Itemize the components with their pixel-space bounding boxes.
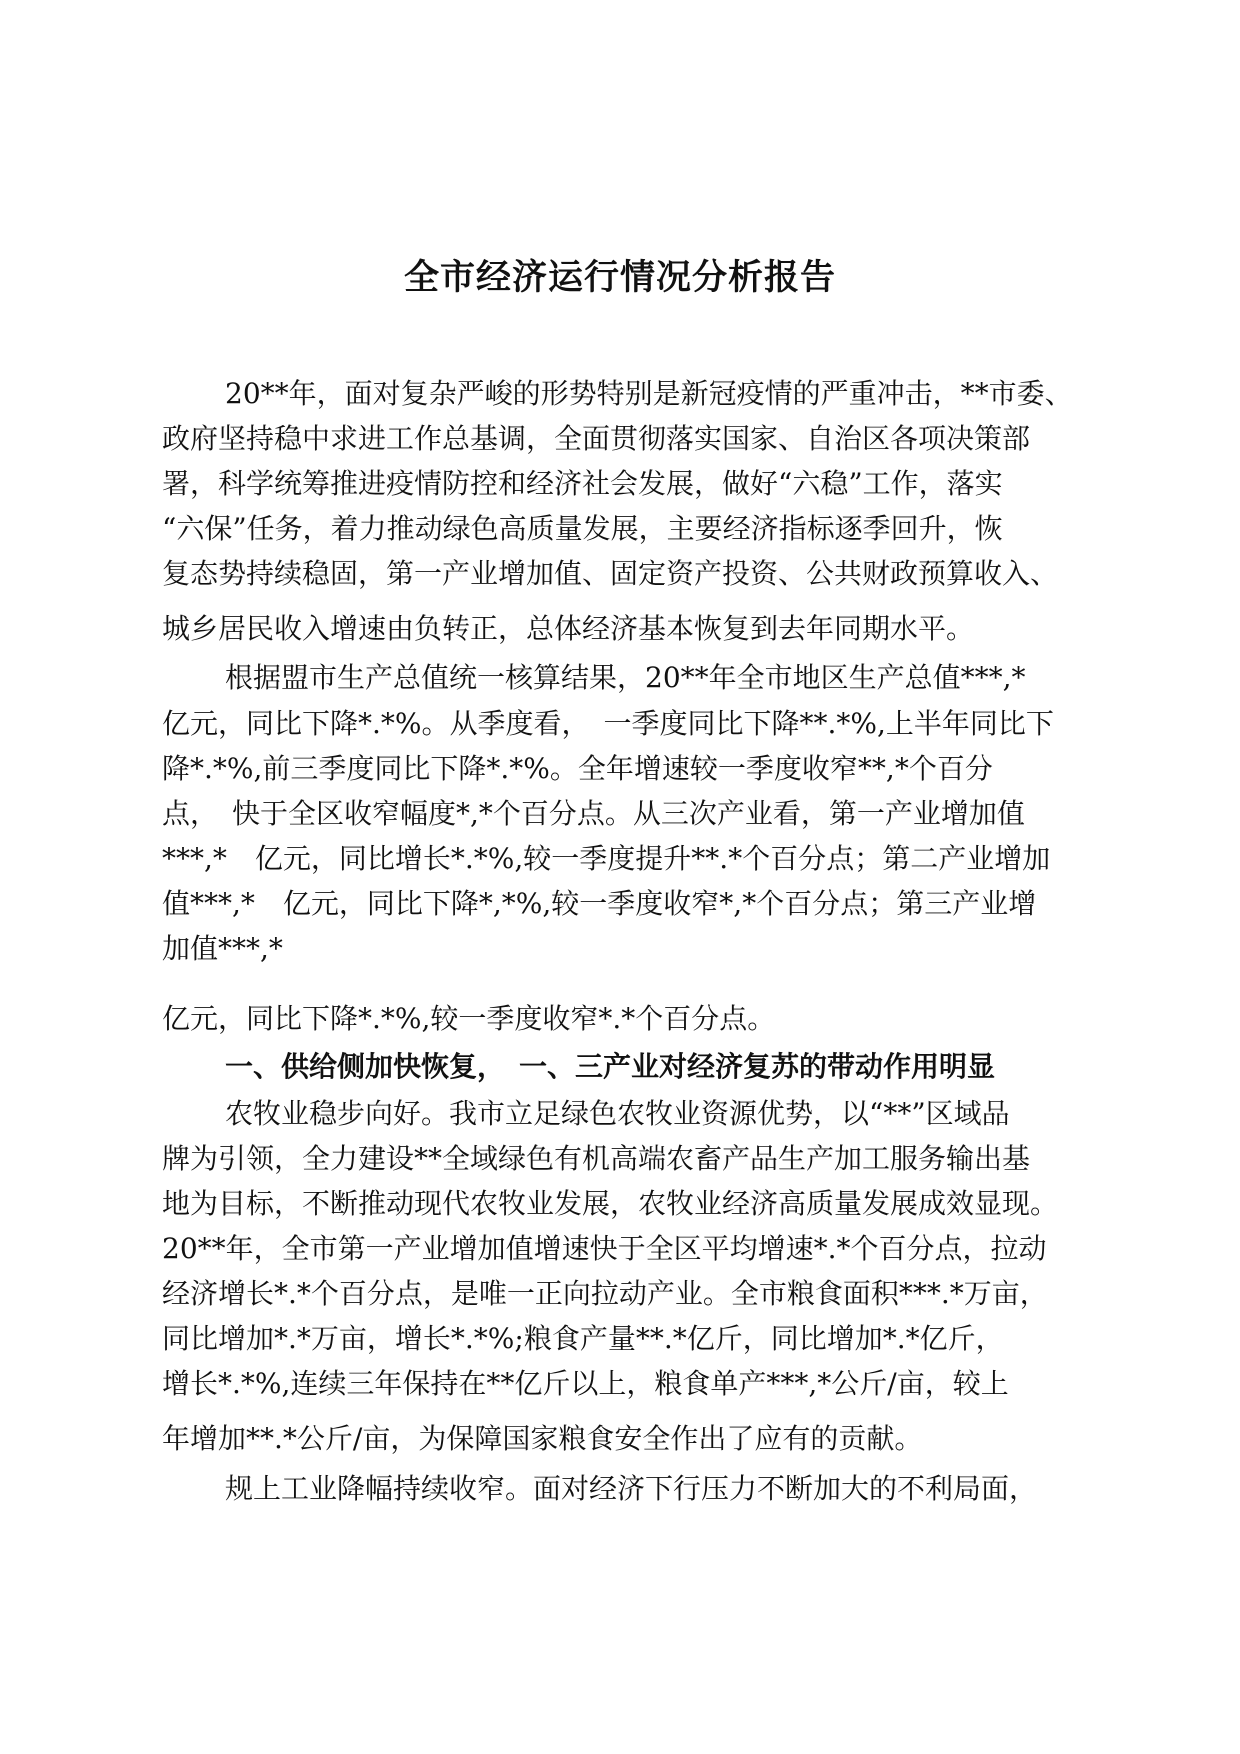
paragraph-line: 牌为引领，全力建设**全域绿色有机高端农畜产品生产加工服务输出基 <box>162 1142 1031 1175</box>
paragraph-line: 加值***,* <box>162 932 283 965</box>
paragraph-line: “六保”任务，着力推动绿色高质量发展，主要经济指标逐季回升，恢 <box>162 512 1003 545</box>
paragraph-line: 农牧业稳步向好。我市立足绿色农牧业资源优势，以“**”区域品 <box>225 1097 1010 1130</box>
paragraph-line: 亿元，同比下降*.*%。从季度看， 一季度同比下降**.*%,上半年同比下 <box>162 707 1054 740</box>
paragraph-line: 亿元，同比下降*.*%,较一季度收窄*.*个百分点。 <box>162 1002 776 1035</box>
paragraph-line: ***,* 亿元，同比增长*.*%,较一季度提升**.*个百分点；第二产业增加 <box>162 842 1051 875</box>
paragraph-line: 根据盟市生产总值统一核算结果，20**年全市地区生产总值***,* <box>225 661 1026 694</box>
paragraph-line: 20**年，全市第一产业增加值增速快于全区平均增速*.*个百分点，拉动 <box>162 1232 1047 1265</box>
paragraph-line: 规上工业降幅持续收窄。面对经济下行压力不断加大的不利局面， <box>225 1472 1038 1505</box>
paragraph-line: 增长*.*%,连续三年保持在**亿斤以上，粮食单产***,*公斤/亩，较上 <box>162 1367 1009 1400</box>
section-heading: 一、供给侧加快恢复， 一、三产业对经济复苏的带动作用明显 <box>225 1050 996 1083</box>
paragraph-line: 地为目标，不断推动现代农牧业发展，农牧业经济高质量发展成效显现。 <box>162 1187 1059 1220</box>
paragraph-line: 20**年，面对复杂严峻的形势特别是新冠疫情的严重冲击，**市委、 <box>225 377 1073 410</box>
document-title: 全市经济运行情况分析报告 <box>403 258 836 298</box>
paragraph-line: 城乡居民收入增速由负转正，总体经济基本恢复到去年同期水平。 <box>162 612 975 645</box>
paragraph-line: 政府坚持稳中求进工作总基调，全面贯彻落实国家、自治区各项决策部 <box>162 422 1031 455</box>
paragraph-line: 值***,* 亿元，同比下降*,*%,较一季度收窄*,*个百分点；第三产业增 <box>162 887 1037 920</box>
paragraph-line: 降*.*%,前三季度同比下降*.*%。全年增速较一季度收窄**,*个百分 <box>162 752 993 785</box>
paragraph-line: 同比增加*.*万亩，增长*.*%;粮食产量**.*亿斤，同比增加*.*亿斤， <box>162 1322 1004 1355</box>
paragraph-line: 经济增长*.*个百分点，是唯一正向拉动产业。全市粮食面积***.*万亩， <box>162 1277 1048 1310</box>
paragraph-line: 复态势持续稳固，第一产业增加值、固定资产投资、公共财政预算收入、 <box>162 557 1059 590</box>
paragraph-line: 点， 快于全区收窄幅度*,*个百分点。从三次产业看，第一产业增加值 <box>162 797 1025 830</box>
paragraph-line: 署，科学统筹推进疫情防控和经济社会发展，做好“六稳”工作，落实 <box>162 467 1003 500</box>
paragraph-line: 年增加**.*公斤/亩，为保障国家粮食安全作出了应有的贡献。 <box>162 1422 923 1455</box>
